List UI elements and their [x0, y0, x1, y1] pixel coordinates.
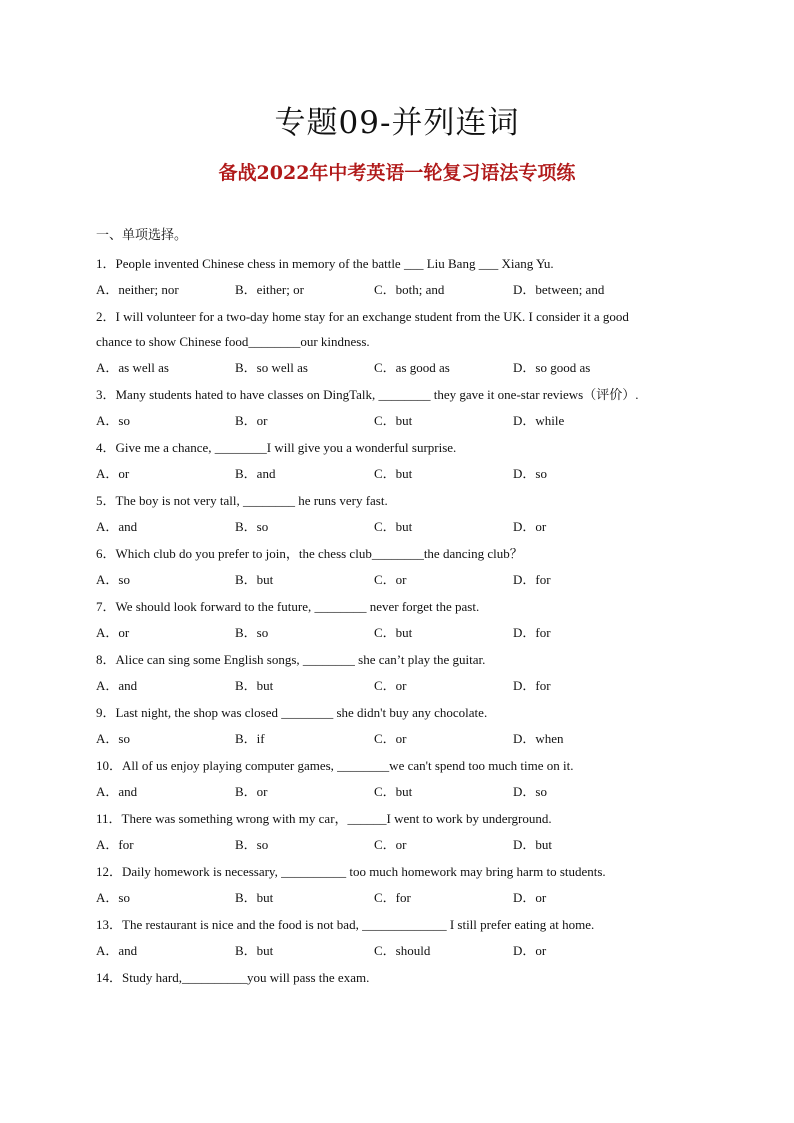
option-c[interactable]: C．should	[374, 943, 431, 958]
option-c[interactable]: C．but	[374, 413, 413, 428]
question-item	[96, 593, 706, 646]
question-item	[96, 964, 706, 990]
question-item	[96, 487, 706, 540]
option-d[interactable]: D．while	[513, 413, 565, 428]
option-row	[96, 619, 706, 646]
option-b[interactable]: B．but	[235, 572, 274, 587]
option-row	[96, 884, 706, 911]
option-d[interactable]: D．for	[513, 678, 551, 693]
option-b[interactable]: B．or	[235, 784, 268, 799]
option-d[interactable]: D．for	[513, 625, 551, 640]
option-c[interactable]: C．but	[374, 519, 413, 534]
option-b[interactable]: B．so	[235, 625, 269, 640]
question-item	[96, 646, 706, 699]
question-text: 1．People invented Chinese chess in memory of the battle ___ Liu Bang ___ Xiang Yu.	[96, 256, 554, 271]
section-heading: 一、单项选择。	[96, 227, 188, 242]
option-row	[96, 460, 706, 487]
question-text: 9．Last night, the shop was closed ________ she didn't buy any chocolate.	[96, 705, 488, 720]
option-d[interactable]: D．or	[513, 519, 547, 534]
question-item	[96, 858, 706, 911]
option-b[interactable]: B．if	[235, 731, 265, 746]
option-row	[96, 513, 706, 540]
option-c[interactable]: C．or	[374, 731, 407, 746]
option-b[interactable]: B．so well as	[235, 360, 308, 375]
question-item	[96, 752, 706, 805]
option-c[interactable]: C．but	[374, 625, 413, 640]
page-subtitle: 备战2022年中考英语一轮复习语法专项练	[218, 162, 576, 184]
option-a[interactable]: A．so	[96, 731, 130, 746]
option-a[interactable]: A．so	[96, 572, 130, 587]
option-d[interactable]: D．when	[513, 731, 564, 746]
option-a[interactable]: A．for	[96, 837, 134, 852]
option-c[interactable]: C．both; and	[374, 282, 445, 297]
option-row	[96, 566, 706, 593]
option-row	[96, 407, 706, 434]
option-a[interactable]: A．or	[96, 625, 130, 640]
option-b[interactable]: B．either; or	[235, 282, 304, 297]
question-text: 10．All of us enjoy playing computer games, ________we can't spend too much time on it.	[96, 758, 574, 773]
option-c[interactable]: C．or	[374, 572, 407, 587]
question-text: 13．The restaurant is nice and the food is not bad, _____________ I still prefer eating at home.	[96, 917, 595, 932]
question-text: 3．Many students hated to have classes on DingTalk, ________ they gave it one-star reviews（评价）.	[96, 387, 639, 402]
option-a[interactable]: A．or	[96, 466, 130, 481]
option-d[interactable]: D．or	[513, 890, 547, 905]
option-row	[96, 725, 706, 752]
question-item	[96, 699, 706, 752]
option-a[interactable]: A．and	[96, 943, 138, 958]
option-a[interactable]: A．and	[96, 519, 138, 534]
option-b[interactable]: B．and	[235, 466, 276, 481]
question-text: 5．The boy is not very tall, ________ he runs very fast.	[96, 493, 388, 508]
option-b[interactable]: B．or	[235, 413, 268, 428]
question-text: 4．Give me a chance, ________I will give you a wonderful surprise.	[96, 440, 457, 455]
option-c[interactable]: C．for	[374, 890, 411, 905]
option-d[interactable]: D．so good as	[513, 360, 591, 375]
option-b[interactable]: B．but	[235, 943, 274, 958]
question-text: 2．I will volunteer for a two-day home stay for an exchange student from the UK. I consider it a good chance to show Chinese food________our kindness.	[96, 309, 629, 349]
option-a[interactable]: A．so	[96, 890, 130, 905]
option-a[interactable]: A．so	[96, 413, 130, 428]
option-row	[96, 831, 706, 858]
question-text: 14．Study hard,__________you will pass the exam.	[96, 970, 370, 985]
option-d[interactable]: D．or	[513, 943, 547, 958]
question-list	[96, 250, 706, 990]
question-text: 7．We should look forward to the future, ________ never forget the past.	[96, 599, 480, 614]
option-row	[96, 937, 706, 964]
option-d[interactable]: D．so	[513, 466, 547, 481]
question-item	[96, 250, 706, 303]
question-item	[96, 805, 706, 858]
option-b[interactable]: B．but	[235, 678, 274, 693]
option-a[interactable]: A．neither; nor	[96, 282, 179, 297]
option-c[interactable]: C．or	[374, 837, 407, 852]
question-text: 12．Daily homework is necessary, __________ too much homework may bring harm to students.	[96, 864, 606, 879]
option-row	[96, 276, 706, 303]
option-a[interactable]: A．and	[96, 784, 138, 799]
option-row	[96, 354, 706, 381]
question-item	[96, 381, 706, 434]
question-item	[96, 434, 706, 487]
question-text: 8．Alice can sing some English songs, ________ she can’t play the guitar.	[96, 652, 486, 667]
page-title: 专题09-并列连词	[274, 105, 520, 141]
option-d[interactable]: D．but	[513, 837, 553, 852]
option-c[interactable]: C．but	[374, 784, 413, 799]
option-d[interactable]: D．between; and	[513, 282, 605, 297]
option-b[interactable]: B．so	[235, 519, 269, 534]
question-text: 11．There was something wrong with my car，______I went to work by underground.	[96, 811, 552, 826]
option-c[interactable]: C．as good as	[374, 360, 450, 375]
option-row	[96, 672, 706, 699]
option-b[interactable]: B．but	[235, 890, 274, 905]
option-d[interactable]: D．for	[513, 572, 551, 587]
option-c[interactable]: C．or	[374, 678, 407, 693]
question-item	[96, 303, 706, 381]
question-item	[96, 540, 706, 593]
question-item	[96, 911, 706, 964]
option-a[interactable]: A．as well as	[96, 360, 169, 375]
question-text: 6．Which club do you prefer to join，the chess club________the dancing club？	[96, 546, 523, 561]
option-d[interactable]: D．so	[513, 784, 547, 799]
option-row	[96, 778, 706, 805]
option-a[interactable]: A．and	[96, 678, 138, 693]
option-b[interactable]: B．so	[235, 837, 269, 852]
option-c[interactable]: C．but	[374, 466, 413, 481]
